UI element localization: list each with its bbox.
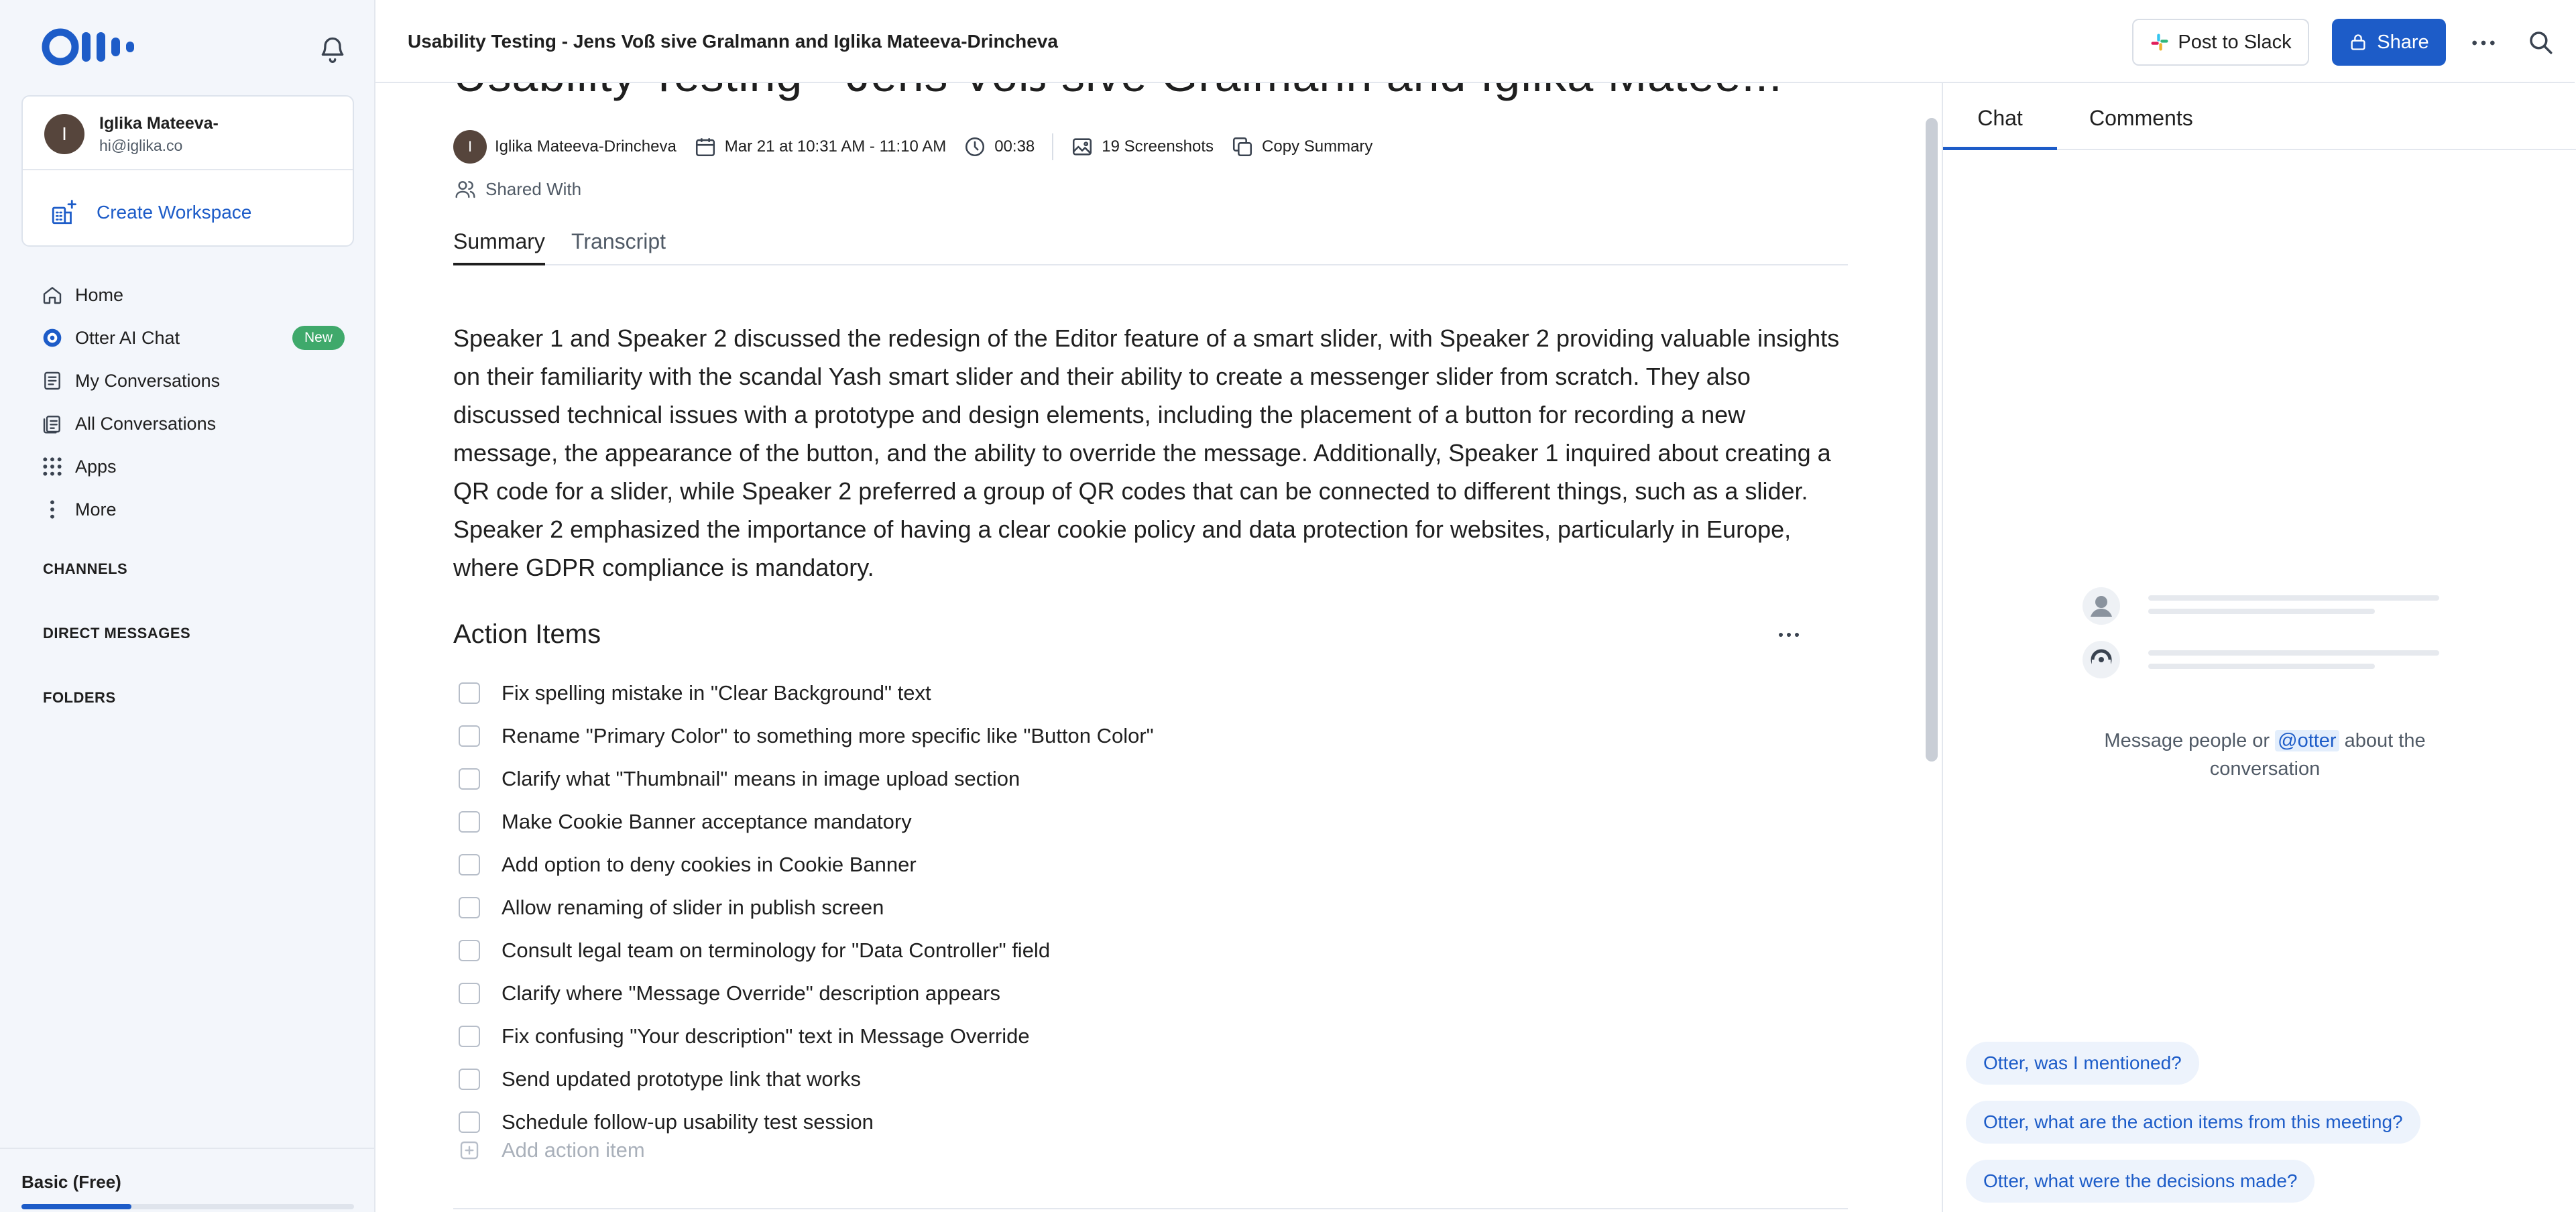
action-item [459, 800, 1800, 843]
action-item [459, 672, 1800, 715]
copy-icon [1231, 135, 1254, 158]
channels-section[interactable]: CHANNELS [43, 560, 128, 577]
plan-usage-bar [21, 1204, 354, 1209]
conversation-meta [453, 130, 1390, 164]
create-workspace-button[interactable] [50, 196, 251, 229]
folders-section[interactable]: FOLDERS [43, 689, 116, 706]
user-card [21, 95, 354, 247]
sidebar-item-label: Home [75, 284, 124, 305]
slack-icon [2150, 32, 2170, 52]
more-horizontal-icon[interactable] [2469, 29, 2498, 56]
tab-chat[interactable]: Chat [1943, 106, 2057, 150]
conversation-main [375, 83, 1942, 1212]
divider [1052, 133, 1053, 160]
action-item-checkbox[interactable] [459, 725, 480, 747]
sidebar-nav [21, 274, 354, 531]
action-item-text[interactable]: Consult legal team on terminology for "Data Controller" field [502, 938, 1051, 962]
owner[interactable] [453, 130, 677, 164]
scrollbar-thumb[interactable] [1926, 118, 1938, 762]
apps-grid-icon [42, 456, 63, 477]
sidebar-item-my-conversations[interactable] [21, 359, 354, 402]
action-item-text[interactable]: Allow renaming of slider in publish screen [502, 896, 884, 919]
bell-icon[interactable] [318, 35, 347, 64]
action-item-text[interactable]: Clarify where "Message Override" description appears [502, 981, 1000, 1005]
divider [453, 1208, 1848, 1209]
datetime-text: Mar 21 at 10:31 AM - 11:10 AM [724, 137, 947, 156]
action-item [459, 929, 1800, 972]
chat-empty-text: about the conversation [2209, 730, 2426, 780]
create-workspace-label: Create Workspace [97, 202, 252, 223]
user-email: hi@iglika.co [99, 137, 183, 154]
action-item-checkbox[interactable] [459, 768, 480, 790]
owner-name: Iglika Mateeva-Drincheva [495, 137, 677, 156]
sidebar-item-label: More [75, 499, 117, 520]
tab-summary[interactable]: Summary [453, 229, 545, 265]
action-item [459, 972, 1800, 1015]
sidebar-item-more[interactable] [21, 488, 354, 531]
clock-icon [963, 135, 986, 158]
shared-with-label: Shared With [485, 178, 582, 199]
tab-comments[interactable]: Comments [2089, 106, 2193, 130]
add-action-item-label: Add action item [502, 1138, 645, 1162]
all-conversations-icon [42, 413, 63, 434]
post-to-slack-button[interactable] [2132, 19, 2309, 66]
left-sidebar [0, 0, 375, 1212]
users-icon [455, 178, 476, 200]
direct-messages-section[interactable]: DIRECT MESSAGES [43, 625, 191, 642]
screenshots-link[interactable] [1071, 135, 1214, 158]
image-icon [1071, 135, 1094, 158]
copy-summary-label: Copy Summary [1262, 137, 1373, 156]
tab-transcript[interactable]: Transcript [571, 229, 666, 253]
chat-empty-text: Message people or [2104, 730, 2276, 751]
avatar: I [44, 114, 84, 154]
sidebar-item-otter-ai-chat[interactable] [21, 316, 354, 359]
duration [963, 135, 1035, 158]
action-item-checkbox[interactable] [459, 1111, 480, 1133]
action-item [459, 1058, 1800, 1101]
action-items-heading: Action Items [453, 619, 601, 649]
sidebar-item-label: Apps [75, 456, 117, 477]
avatar: I [453, 130, 487, 164]
otter-chat-icon [42, 327, 63, 349]
plan-usage-fill [21, 1204, 131, 1209]
suggestion-chip[interactable]: Otter, what were the decisions made? [1966, 1160, 2315, 1203]
more-vertical-icon [42, 499, 63, 520]
otter-logo[interactable] [43, 28, 138, 66]
action-item-checkbox[interactable] [459, 983, 480, 1004]
action-item-text[interactable]: Clarify what "Thumbnail" means in image upload section [502, 767, 1020, 790]
action-item-checkbox[interactable] [459, 940, 480, 961]
more-horizontal-icon[interactable] [1777, 626, 1801, 644]
chat-panel [1942, 83, 2575, 1212]
otter-mention[interactable]: @otter [2275, 730, 2339, 751]
action-item-checkbox[interactable] [459, 1026, 480, 1047]
action-item-text[interactable]: Fix confusing "Your description" text in Message Override [502, 1024, 1030, 1048]
sidebar-item-label: My Conversations [75, 370, 221, 391]
action-item [459, 1015, 1800, 1058]
screenshots-text: 19 Screenshots [1102, 137, 1214, 156]
sidebar-item-label: All Conversations [75, 413, 217, 434]
action-item-checkbox[interactable] [459, 811, 480, 833]
action-item-checkbox[interactable] [459, 1069, 480, 1090]
content-tabs [453, 229, 1848, 265]
create-workspace-icon [50, 198, 78, 227]
suggestion-chip[interactable]: Otter, what are the action items from this meeting? [1966, 1101, 2420, 1144]
action-item-checkbox[interactable] [459, 854, 480, 875]
action-item-text[interactable]: Send updated prototype link that works [502, 1067, 861, 1091]
chat-tabs [1943, 83, 2576, 150]
duration-text: 00:38 [994, 137, 1035, 156]
datetime [694, 135, 946, 158]
share-button[interactable] [2332, 19, 2446, 66]
share-label: Share [2377, 31, 2429, 53]
action-item-checkbox[interactable] [459, 897, 480, 918]
calendar-icon [694, 135, 717, 158]
add-action-item-button[interactable] [459, 1138, 645, 1162]
lock-icon [2349, 33, 2367, 52]
search-icon[interactable] [2526, 28, 2555, 56]
new-badge: New [292, 326, 345, 350]
copy-summary-button[interactable] [1231, 135, 1372, 158]
conversations-icon [42, 370, 63, 391]
action-item [459, 843, 1800, 886]
sidebar-item-all-conversations[interactable] [21, 402, 354, 445]
action-item [459, 715, 1800, 758]
action-item [459, 758, 1800, 800]
action-item-text[interactable]: Make Cookie Banner acceptance mandatory [502, 810, 912, 833]
action-items-list [459, 672, 1800, 1144]
sidebar-item-home[interactable] [21, 274, 354, 316]
action-item [459, 886, 1800, 929]
action-item-text[interactable]: Fix spelling mistake in "Clear Background" text [502, 681, 931, 705]
plan-label[interactable]: Basic (Free) [21, 1172, 121, 1192]
action-item-checkbox[interactable] [459, 682, 480, 704]
sidebar-item-label: Otter AI Chat [75, 327, 180, 348]
divider [0, 1148, 375, 1149]
plus-square-icon [459, 1140, 480, 1161]
user-name: Iglika Mateeva- [99, 114, 219, 133]
action-item-text[interactable]: Add option to deny cookies in Cookie Banner [502, 853, 917, 876]
user-profile[interactable] [23, 97, 353, 170]
top-bar [375, 0, 2575, 83]
action-item [459, 1101, 1800, 1144]
sidebar-item-apps[interactable] [21, 445, 354, 488]
home-icon [42, 284, 63, 306]
chat-empty-message [2077, 727, 2453, 783]
document-title: Usability Testing - Jens Voß sive Gralmann and Iglika Mateeva-Drincheva [408, 31, 1058, 52]
chat-empty-illustration [2077, 586, 2453, 680]
action-item-text[interactable]: Rename "Primary Color" to something more specific like "Button Color" [502, 724, 1154, 747]
suggestion-chip[interactable]: Otter, was I mentioned? [1966, 1042, 2199, 1085]
post-to-slack-label: Post to Slack [2178, 31, 2292, 53]
action-item-text[interactable]: Schedule follow-up usability test session [502, 1110, 874, 1134]
summary-text: Speaker 1 and Speaker 2 discussed the redesign of the Editor feature of a smart slider, with Speaker 2 providing valuable insights on their familiarity with the scandal Yash smart slider and their ability to create a messenger slider from scratch. They also discussed technical issues with a prototype and design elements, including the placement of a button for recording a new message, the appearance of the button, and the ability to override the message. Additionally, Speaker 1 inquired about creating a QR code for a slider, while Speaker 2 preferred a group of QR codes that can be connected to different things, such as a slider. Speaker 2 emphasized the importance of having a clear cookie policy and data protection for websites, particularly in Europe, where GDPR compliance is mandatory. [453, 324, 1840, 581]
shared-with-button[interactable] [455, 178, 581, 200]
